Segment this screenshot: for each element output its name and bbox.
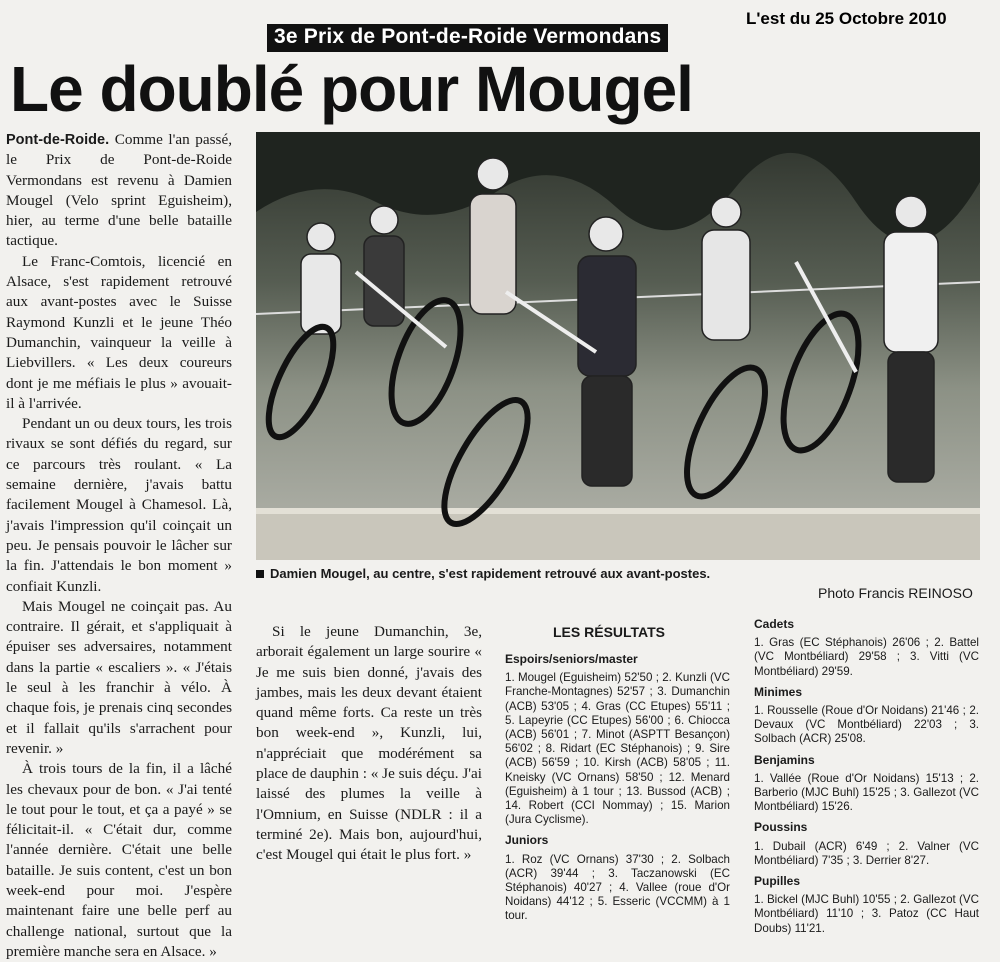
results-category: Espoirs/seniors/master	[505, 652, 638, 666]
results-category: Poussins	[754, 820, 808, 835]
photo-credit: Photo Francis REINOSO	[818, 585, 973, 601]
cyclists-illustration	[256, 132, 980, 560]
masthead-date: L'est du 25 Octobre 2010	[746, 9, 947, 28]
article-paragraph: Le Franc-Comtois, licencié en Alsace, s'est rapidement retrouvé aux avant-postes avec le Suisse Raymond Kunzli et le jeune Théo Dumanchin, vainqueur la veille à Liebvillers. « Les deux coureurs dont je me méfiais le plus » avouait-il à l'arrivée.	[6, 252, 232, 412]
paragraph-text: Comme l'an passé, le Prix de Pont-de-Roide Vermondans est revenu à Damien Mougel (Velo sprint Eguisheim), hier, au terme d'une belle bataille tactique.	[6, 131, 233, 250]
results-right-column	[754, 617, 979, 942]
results-text: 1. Bickel (MJC Buhl) 10'55 ; 2. Gallezot (VC Montbéliard) 11'10 ; 3. Patoz (CC Haut Doubs) 11'21.	[754, 893, 979, 935]
results-text: 1. Roz (VC Ornans) 37'30 ; 2. Solbach (ACR) 39'44 ; 3. Taczanowski (EC Stéphanois) 40'27 ; 4. Vallee (roue d'Or Noidans) 44'12 ; 5. Esseric (VCCMM) à 1 tour.	[505, 852, 730, 923]
article-column-2	[256, 622, 482, 866]
photo-caption	[256, 566, 710, 581]
article-paragraph: À trois tours de la fin, il a lâché les chevaux pour de bon. « J'ai tenté le tout pour le tout, et ça a payé » se félicitait-il. « C'était dur, comme l'année dernière. C'était une belle bataille. Je suis content, c'est un bon week-end pour moi. J'espère maintenant faire une belle perf au challenge national, surtout que la première manche sera en Alsace. »	[6, 760, 232, 960]
article-paragraph: Mais Mougel ne coinçait pas. Au contraire. Il gérait, et s'appliquait à épuiser ses adversaires, notamment dans la partie « escaliers ». « J'étais le seul à les franchir à vélo. À chaque fois, je prenais cinq secondes et il fallait qu'ils s'arrachent pour revenir. »	[6, 597, 232, 757]
kicker-banner: 3e Prix de Pont-de-Roide Vermondans	[267, 24, 668, 52]
results-category: Juniors	[505, 833, 549, 848]
results-category: Minimes	[754, 684, 803, 699]
article-paragraph	[6, 130, 232, 252]
dateline: Pont-de-Roide.	[6, 132, 110, 148]
results-title: LES RÉSULTATS	[553, 624, 665, 640]
article-column-1	[6, 130, 233, 960]
results-text: 1. Mougel (Eguisheim) 52'50 ; 2. Kunzli (VC Franche-Montagnes) 52'57 ; 3. Dumanchin (ACB) 53'05 ; 4. Gras (CC Etupes) 55'11 ; 5. Lapeyrie (CC Etupes) 56'00 ; 6. Chiocca (ACB) 56'01 ; 7. Minot (ASPTT Besançon) 56'02 ; 8. Ridart (EC Stéphanois) ; 9. Sire (ACB) 56'59 ; 10. Kirsh (ACB) 58'05 ; 11. Kneisky (VC Ornans) 58'50 ; 12. Menard (Eguisheim) à 1 tour ; 13. Bussod (ACB) ; 14. Robert (CCI Nommay) ; 15. Marion (Jura Cyclisme).	[505, 671, 730, 827]
results-category: Benjamins	[754, 752, 815, 767]
caption-square-icon	[256, 570, 264, 578]
article-paragraph: Pendant un ou deux tours, les trois rivaux se sont défiés du regard, sur ce parcours très roulant. « La semaine dernière, j'avais battu facilement Mougel à Chamesol. Là, j'avais l'impression qu'il coinçait un peu. Je pensais pouvoir le lâcher sur la fin. J'attendais le bon moment » confiait Kunzli.	[6, 415, 232, 595]
results-text: 1. Gras (EC Stéphanois) 26'06 ; 2. Battel (VC Montbéliard) 29'58 ; 3. Vitti (VC Montbéliard) 29'59.	[754, 636, 979, 678]
headline: Le doublé pour Mougel	[10, 53, 693, 125]
caption-text: Damien Mougel, au centre, s'est rapidement retrouvé aux avant-postes.	[270, 566, 711, 581]
article-paragraph: Si le jeune Dumanchin, 3e, arborait également un large sourire « Je me suis bien donné, j'avais des jambes, mais les deux devant étaient quand même forts. Ca reste un très bon week-end », Kunzli, lui, n'appréciait que modérément sa place de dauphin : « Je suis déçu. J'ai laissé des plumes la veille à l'Omnium, en Suisse (NDLR : il a terminé 2e). Mais bon, aujourd'hui, c'est Mougel qui était le plus fort. »	[256, 623, 482, 864]
results-text: 1. Vallée (Roue d'Or Noidans) 15'13 ; 2. Barberio (MJC Buhl) 15'25 ; 3. Gallezot (VC Montbéliard) 15'26.	[754, 771, 979, 814]
race-photo	[256, 132, 980, 560]
results-category: Cadets	[754, 617, 795, 631]
results-category: Pupilles	[754, 874, 801, 889]
results-text: 1. Rousselle (Roue d'Or Noidans) 21'46 ; 2. Devaux (VC Montbéliard) 22'03 ; 3. Solbach (ACR) 25'08.	[754, 704, 979, 746]
results-text: 1. Dubail (ACR) 6'49 ; 2. Valner (VC Montbéliard) 7'35 ; 3. Derrier 8'27.	[754, 839, 979, 867]
results-left-column	[505, 652, 730, 930]
